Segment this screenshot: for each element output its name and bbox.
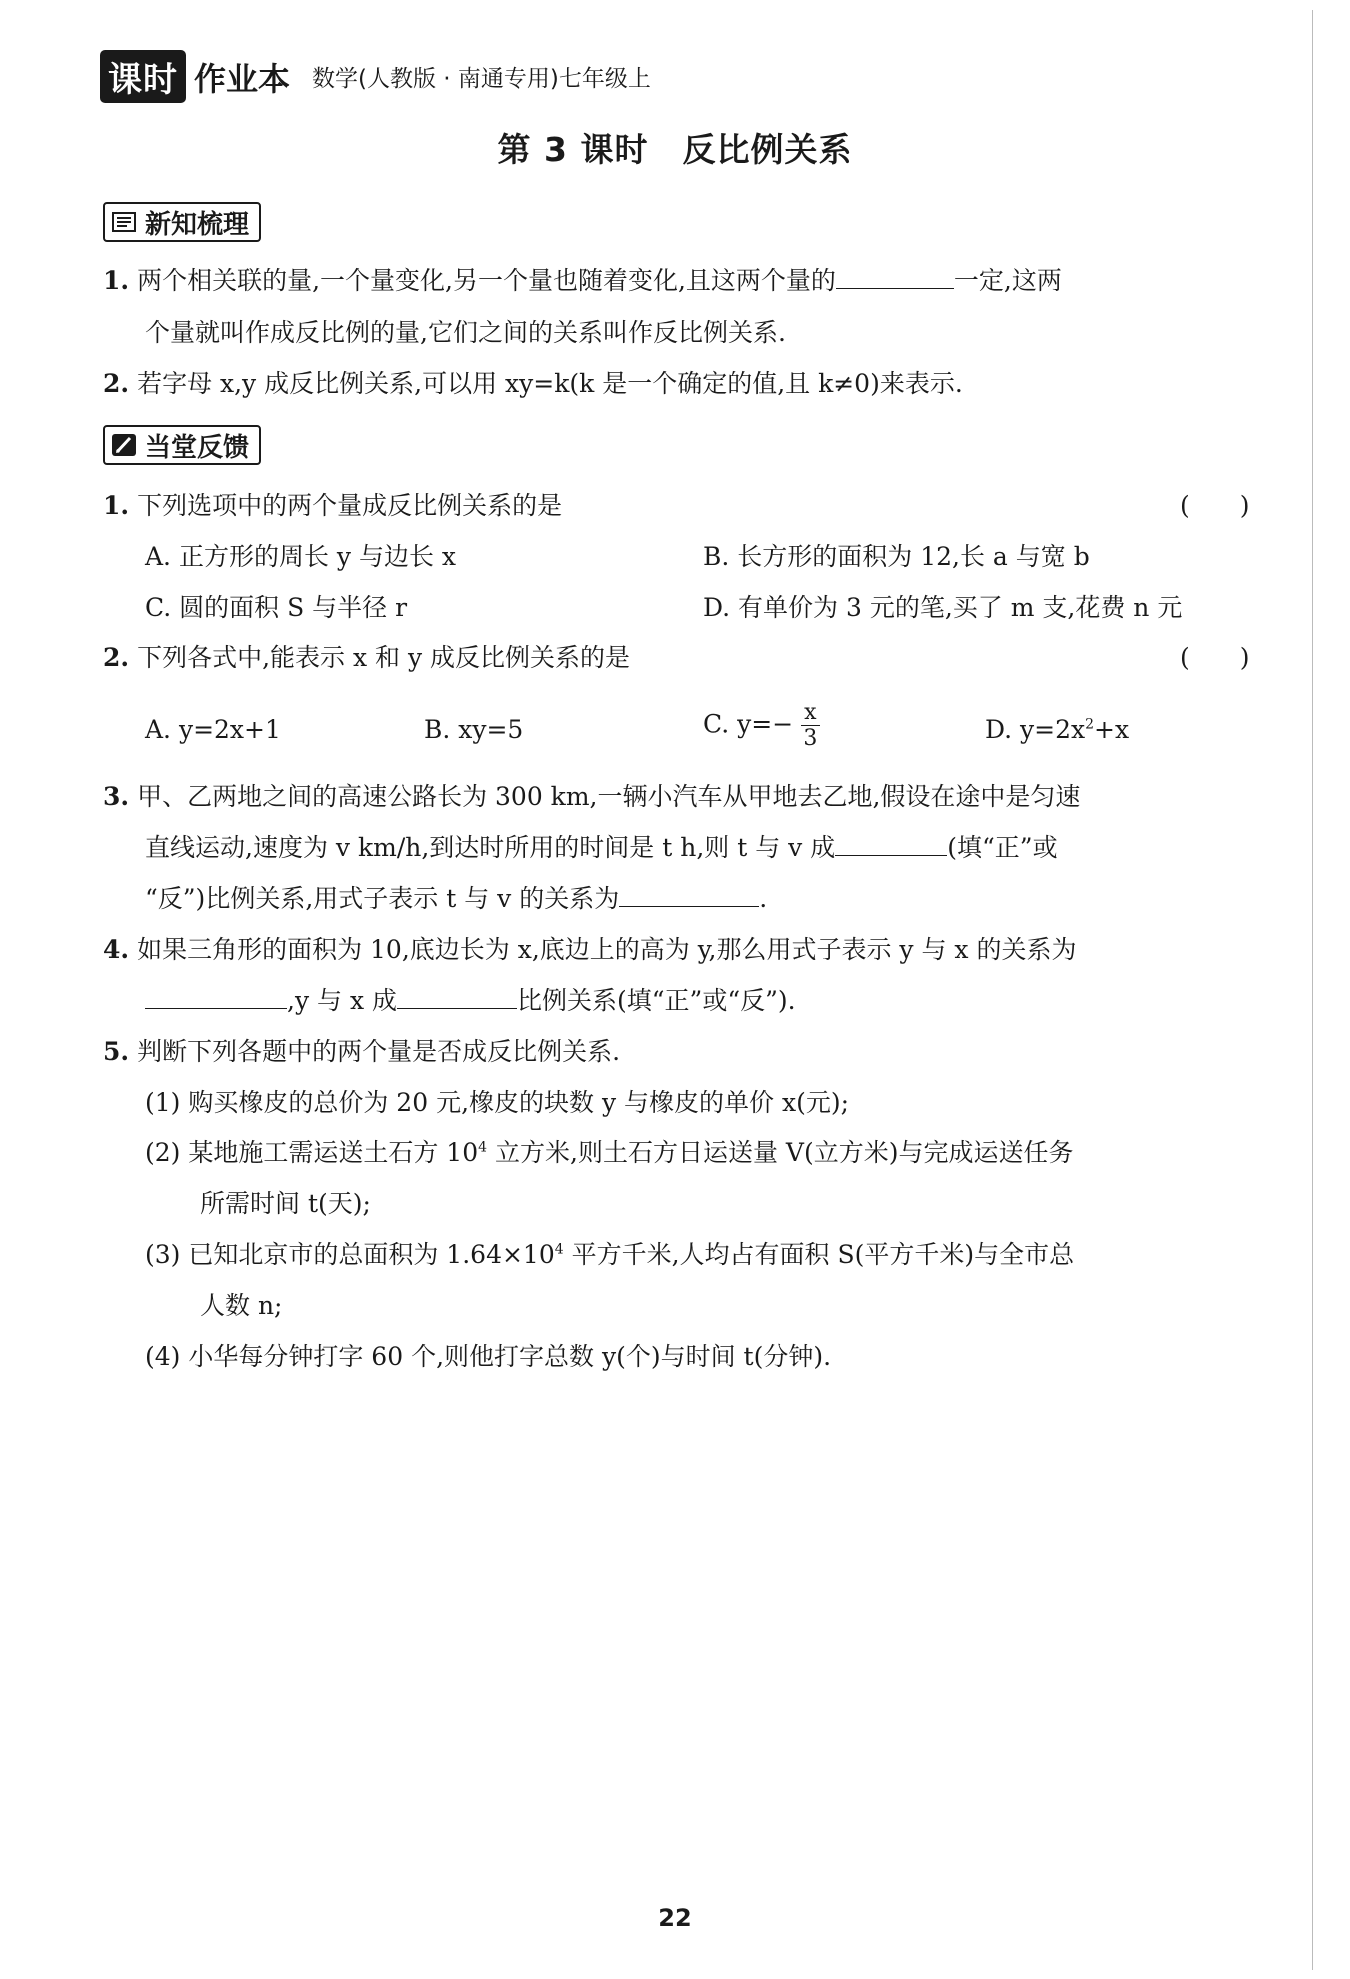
sub-question-1: (1) 购买橡皮的总价为 20 元,橡皮的块数 y 与橡皮的单价 x(元); — [145, 1088, 850, 1117]
page-header — [100, 50, 651, 103]
sub-question-3-cont: 人数 n; — [200, 1291, 283, 1320]
knowledge-item-2: 2. 若字母 x,y 成反比例关系,可以用 xy=k(k 是一个确定的值,且 k≠0)来表示. — [103, 369, 963, 398]
question-4: 4. 如果三角形的面积为 10,底边长为 x,底边上的高为 y,那么用式子表示 y 与 x 的关系为 — [103, 935, 1077, 964]
fraction: $\frac{x}{3}$ — [801, 700, 819, 752]
book-icon — [111, 210, 137, 234]
option-b: B. xy=5 — [424, 715, 524, 744]
sub-question-2-cont: 所需时间 t(天); — [200, 1189, 371, 1218]
question-1: 1. 下列选项中的两个量成反比例关系的是 — [103, 491, 563, 520]
option-c: C. y=− $\frac{x}{3}$ — [703, 700, 820, 752]
question-4-line-2: ,y 与 x 成 比例关系(填“正”或“反”). — [145, 988, 796, 1013]
answer-paren[interactable]: ( ) — [1180, 643, 1250, 672]
sub-question-3: (3) 已知北京市的总面积为 $1.64\times 10^4$ 平方千米,人均占有面积 S(平方千米)与全市总 — [145, 1240, 1075, 1269]
option-a: A. y=2x+1 — [145, 715, 281, 744]
answer-paren[interactable]: ( ) — [1180, 491, 1250, 520]
page-edge — [1312, 10, 1313, 1970]
answer-blank[interactable] — [836, 288, 954, 289]
section-title: 当堂反馈 — [145, 432, 250, 463]
question-3-line-2: 直线运动,速度为 v km/h,到达时所用的时间是 t h,则 t 与 v 成 (填“正”或 — [145, 833, 1058, 862]
knowledge-item-1: 1. 两个相关联的量,一个量变化,另一个量也随着变化,且这两个量的 一定,这两 — [103, 266, 1062, 295]
question-5: 5. 判断下列各题中的两个量是否成反比例关系. — [103, 1037, 621, 1066]
sub-question-4: (4) 小华每分钟打字 60 个,则他打字总数 y(个)与时间 t(分钟). — [145, 1342, 832, 1371]
option-a: A. 正方形的周长 y 与边长 x — [145, 542, 457, 571]
answer-blank[interactable] — [145, 1008, 287, 1009]
logo-badge: 课时 — [100, 50, 186, 103]
section-feedback — [103, 425, 261, 465]
option-c: C. 圆的面积 S 与半径 r — [145, 593, 408, 622]
knowledge-item-1-cont: 个量就叫作成反比例的量,它们之间的关系叫作反比例关系. — [145, 318, 786, 347]
page-number: 22 — [658, 1904, 692, 1932]
question-2: 2. 下列各式中,能表示 x 和 y 成反比例关系的是 — [103, 643, 631, 672]
answer-blank[interactable] — [397, 1008, 517, 1009]
lesson-title: 第 3 课时 反比例关系 — [497, 130, 853, 169]
option-d: D. $y=2x^2+x$ — [985, 715, 1130, 744]
question-3-line-3: “反”)比例关系,用式子表示 t 与 v 的关系为 . — [145, 884, 768, 913]
series-title: 数学(人教版 · 南通专用)七年级上 — [312, 66, 651, 92]
sub-question-2: (2) 某地施工需运送土石方 $10^4$ 立方米,则土石方日运送量 V(立方米)与完成运送任务 — [145, 1138, 1074, 1167]
section-new-knowledge — [103, 202, 261, 242]
answer-blank[interactable] — [835, 855, 947, 856]
section-title: 新知梳理 — [145, 209, 250, 240]
pencil-icon — [111, 433, 137, 457]
answer-blank[interactable] — [619, 906, 759, 907]
logo-suffix: 作业本 — [194, 59, 291, 98]
question-3: 3. 甲、乙两地之间的高速公路长为 300 km,一辆小汽车从甲地去乙地,假设在途中是匀速 — [103, 782, 1081, 811]
option-b: B. 长方形的面积为 12,长 a 与宽 b — [703, 542, 1090, 571]
option-d: D. 有单价为 3 元的笔,买了 m 支,花费 n 元 — [703, 593, 1183, 622]
